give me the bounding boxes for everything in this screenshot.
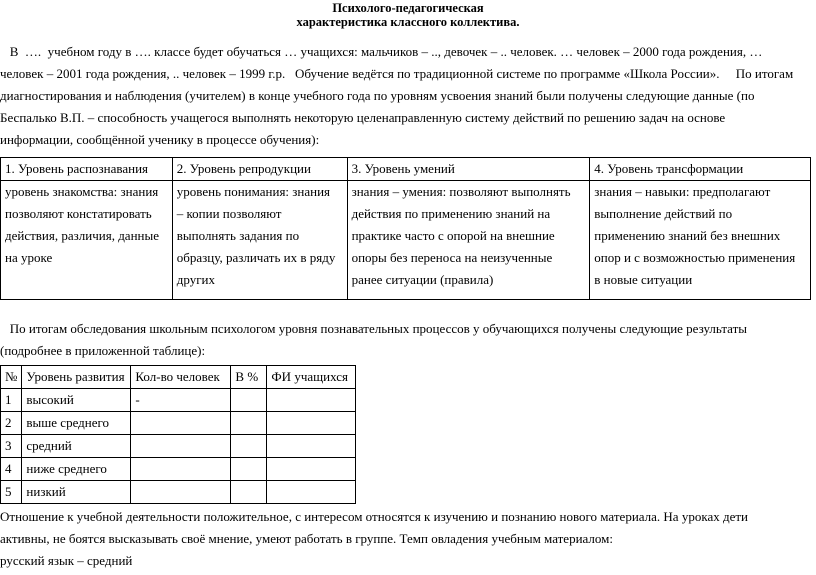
survey-paragraph: [0, 318, 810, 362]
knowledge-levels-table: [0, 157, 811, 300]
level-description-reproduction: [172, 181, 347, 300]
level-description-transformation: [590, 181, 811, 300]
intro-line: человек – 2001 года рождения, .. человек – 1999 г.р. Обучение ведётся по традиционной системе по программе «Школа России». По итогам: [0, 66, 794, 81]
cell-line: опоры без переноса на неизученные: [351, 250, 553, 265]
intro-line: Беспалько В.П. – способность учащегося выполнять некоторую целенаправленную систему действий по решению задач на основе: [0, 110, 726, 125]
level-header: 3. Уровень умений: [347, 158, 590, 181]
table-row: [1, 389, 356, 412]
cell-line: действия по применению знаний на: [351, 206, 551, 221]
attitude-line: Отношение к учебной деятельности положительное, с интересом относятся к изучению и познанию нового материала. На уроках дети: [0, 509, 748, 524]
row-number: 5: [1, 481, 22, 504]
col-header-number: №: [1, 366, 22, 389]
row-number: 4: [1, 458, 22, 481]
col-header-count: Кол-во человек: [131, 366, 231, 389]
col-header-students: ФИ учащихся: [267, 366, 356, 389]
col-header-percent: В %: [231, 366, 267, 389]
cell-line: других: [176, 272, 216, 287]
table-header-row: [1, 366, 356, 389]
row-count: [131, 412, 231, 435]
cell-line: опор и с возможностью применения: [594, 250, 796, 265]
level-header: 4. Уровень трансформации: [590, 158, 811, 181]
row-number: 2: [1, 412, 22, 435]
row-number: 3: [1, 435, 22, 458]
table-row: [1, 412, 356, 435]
row-level: ниже среднего: [22, 458, 131, 481]
row-count: -: [131, 389, 231, 412]
survey-line: По итогам обследования школьным психологом уровня познавательных процессов у обучающихся получены следующие результаты: [0, 321, 748, 336]
row-count: [131, 458, 231, 481]
row-number: 1: [1, 389, 22, 412]
cell-line: позволяют констатировать: [5, 206, 152, 221]
document-title-line-1: Психолого-педагогическая: [332, 1, 484, 15]
cell-line: – копии позволяют: [176, 206, 282, 221]
row-count: [131, 435, 231, 458]
attitude-line: активны, не боятся высказывать своё мнение, умеют работать в группе. Темп овладения учебным материалом:: [0, 531, 613, 546]
survey-line: (подробнее в приложенной таблице):: [0, 343, 206, 358]
table-row: [1, 481, 356, 504]
row-students: [267, 389, 356, 412]
row-percent: [231, 412, 267, 435]
cell-line: выполнять задания по: [176, 228, 300, 243]
row-percent: [231, 389, 267, 412]
cell-line: ранее ситуации (правила): [351, 272, 494, 287]
row-students: [267, 481, 356, 504]
intro-line: диагностирования и наблюдения (учителем) в конце учебного года по уровням усвоения знаний были получены следующие данные (по: [0, 88, 755, 103]
cell-line: в новые ситуации: [594, 272, 693, 287]
development-levels-table: [0, 365, 356, 504]
row-level: низкий: [22, 481, 131, 504]
table-row: [1, 435, 356, 458]
col-header-level: Уровень развития: [22, 366, 131, 389]
cell-line: знания – умения: позволяют выполнять: [351, 184, 571, 199]
row-percent: [231, 458, 267, 481]
intro-paragraph: [0, 41, 810, 151]
row-percent: [231, 435, 267, 458]
cell-line: действия, различия, данные: [5, 228, 159, 243]
cell-line: практике часто с опорой на внешние: [351, 228, 555, 243]
level-header: 2. Уровень репродукции: [172, 158, 347, 181]
row-level: средний: [22, 435, 131, 458]
row-level: высокий: [22, 389, 131, 412]
cell-line: образцу, различать их в ряду: [176, 250, 336, 265]
attitude-paragraph: [0, 506, 810, 572]
cell-line: выполнение действий по: [594, 206, 733, 221]
level-description-recognition: [1, 181, 173, 300]
cell-line: уровень понимания: знания: [176, 184, 331, 199]
cell-line: уровень знакомства: знания: [5, 184, 159, 199]
row-students: [267, 458, 356, 481]
row-percent: [231, 481, 267, 504]
cell-line: знания – навыки: предполагают: [594, 184, 771, 199]
row-count: [131, 481, 231, 504]
intro-line: В …. учебном году в …. классе будет обучаться … учащихся: мальчиков – .., девочек – .. человек. … человек – 2000 года рождения, …: [0, 44, 763, 59]
row-students: [267, 435, 356, 458]
cell-line: применению знаний без внешних: [594, 228, 781, 243]
table-header-row: [1, 158, 811, 181]
document-title-line-2: характеристика классного коллектива.: [296, 15, 520, 29]
row-students: [267, 412, 356, 435]
cell-line: на уроке: [5, 250, 53, 265]
level-description-skills: [347, 181, 590, 300]
row-level: выше среднего: [22, 412, 131, 435]
table-row: [1, 181, 811, 300]
intro-line: информации, сообщённой ученику в процессе обучения):: [0, 132, 320, 147]
level-header: 1. Уровень распознавания: [1, 158, 173, 181]
attitude-line: русский язык – средний: [0, 553, 133, 568]
table-row: [1, 458, 356, 481]
